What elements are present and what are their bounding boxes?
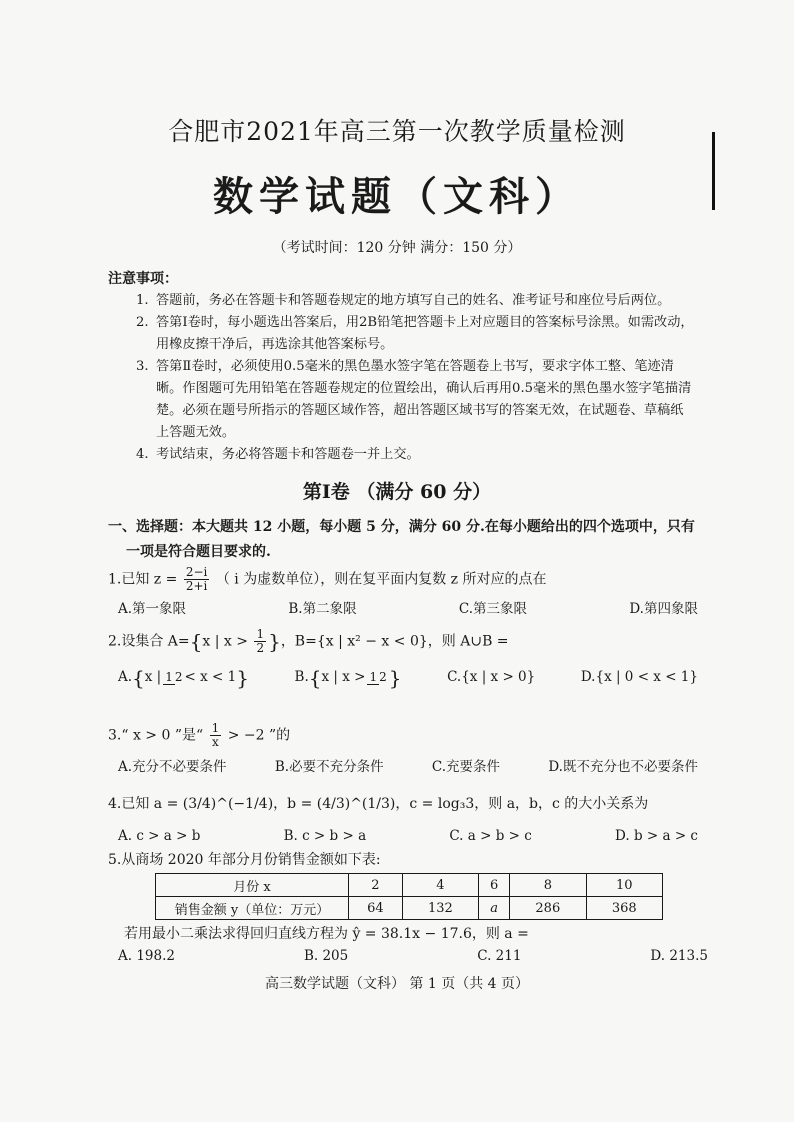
option-a[interactable]: A. c > a > b	[118, 828, 201, 844]
section-title: 第Ⅰ卷 （满分 60 分）	[302, 481, 492, 503]
question-4-options	[108, 824, 698, 848]
option-d[interactable]: D.{x | 0 < x < 1}	[580, 669, 698, 685]
question-3	[108, 722, 698, 779]
option-c[interactable]: C. a > b > c	[449, 828, 532, 844]
option-d[interactable]: D.既不充分也不必要条件	[548, 759, 698, 775]
option-a[interactable]: A. 198.2	[118, 948, 175, 964]
question-2-stem: 2.设集合 A={x | x > $\frac{1}{2}$ }，B={x | x² − x < 0}，则 A∪B =	[108, 627, 509, 655]
option-a[interactable]: A.{x | 1 2 < x < 1}	[118, 665, 249, 690]
exam-title: 合肥市2021年高三第一次教学质量检测	[168, 117, 626, 146]
fraction: $\frac{1}{2}$	[256, 627, 265, 655]
table-row: 月份 x 2 4 6 8 10	[156, 874, 663, 897]
question-5-stem: 5.从商场 2020 年部分月份销售金额如下表:	[108, 852, 381, 868]
fraction: $\frac{1}{x}$	[211, 721, 220, 749]
option-a[interactable]: A.充分不必要条件	[118, 759, 227, 775]
option-c[interactable]: C.{x | x > 0}	[447, 669, 536, 685]
notice-item: 3. 答第Ⅱ卷时，必须使用0.5毫米的黑色墨水签字笔在答题卷上书写，要求字体工整、笔迹清晰。作图题可先用铅笔在答题卷规定的位置绘出，确认后再用0.5毫米的黑色墨水签字笔描清楚。必须在题号所指示的答题区域作答，超出答题区域书写的答案无效，在试题卷、草稿纸上答题无效。	[136, 359, 692, 440]
notice-title: 注意事项：	[108, 271, 178, 287]
question-4	[108, 792, 698, 848]
question-1-options	[108, 597, 698, 621]
question-2	[108, 628, 698, 690]
option-c[interactable]: C. 211	[477, 948, 522, 964]
question-5-regression: 若用最小二乘法求得回归直线方程为 ŷ = 38.1x − 17.6，则 a =	[124, 926, 529, 942]
exam-subtitle: 数学试题（文科）	[213, 173, 581, 220]
notice-item: 2. 答第Ⅰ卷时，每小题选出答案后，用2B铅笔把答题卡上对应题目的答案标号涂黑。如需改动，用橡皮擦干净后，再选涂其他答案标号。	[136, 315, 694, 352]
option-b[interactable]: B. 205	[303, 948, 349, 964]
option-b[interactable]: B. c > b > a	[283, 828, 367, 844]
sales-table	[155, 873, 663, 920]
question-1	[108, 566, 698, 621]
exam-info: （考试时间：120 分钟 满分：150 分）	[272, 240, 522, 256]
option-d[interactable]: D. 213.5	[650, 948, 708, 964]
question-3-options	[108, 755, 698, 779]
notice-item: 4. 考试结束，务必将答题卡和答题卷一并上交。	[136, 447, 420, 462]
option-c[interactable]: C.充要条件	[431, 759, 501, 775]
fraction: $\frac{2-i}{2+i}$	[185, 565, 208, 593]
option-b[interactable]: B.{x | x > 1 2 }	[294, 665, 402, 690]
question-1-stem: 1.已知 z = $\frac{2-i}{2+i}$ （ i 为虚数单位），则在复平面内复数 z 所对应的点在	[108, 565, 547, 593]
question-4-stem: 4.已知 a = (3/4)^(−1/4)，b = (4/3)^(1/3)，c = log₃3，则 a，b，c 的大小关系为	[108, 796, 649, 812]
option-c[interactable]: C.第三象限	[458, 601, 528, 617]
option-b[interactable]: B.必要不充分条件	[274, 759, 384, 775]
notice-item: 1. 答题前，务必在答题卡和答题卷规定的地方填写自己的姓名、准考证号和座位号后两位。	[136, 293, 671, 308]
option-a[interactable]: A.第一象限	[118, 601, 187, 617]
option-d[interactable]: D. b > a > c	[615, 828, 698, 844]
notice-list	[136, 290, 696, 466]
table-row: 销售金额 y（单位：万元） 64 132 a 286 368	[156, 897, 663, 920]
question-2-options	[108, 665, 698, 690]
question-3-stem: 3.“ x > 0 ”是“ $\frac{1}{x}$ > −2 ”的	[108, 721, 291, 749]
question-5-options	[108, 948, 708, 964]
option-b[interactable]: B.第二象限	[288, 601, 357, 617]
option-d[interactable]: D.第四象限	[629, 601, 698, 617]
part1-intro: 一、选择题：本大题共 12 小题，每小题 5 分，满分 60 分.在每小题给出的四个选项中，只有 一项是符合题目要求的.	[108, 519, 695, 560]
page-footer: 高三数学试题（文科） 第 1 页（共 4 页）	[264, 976, 530, 992]
